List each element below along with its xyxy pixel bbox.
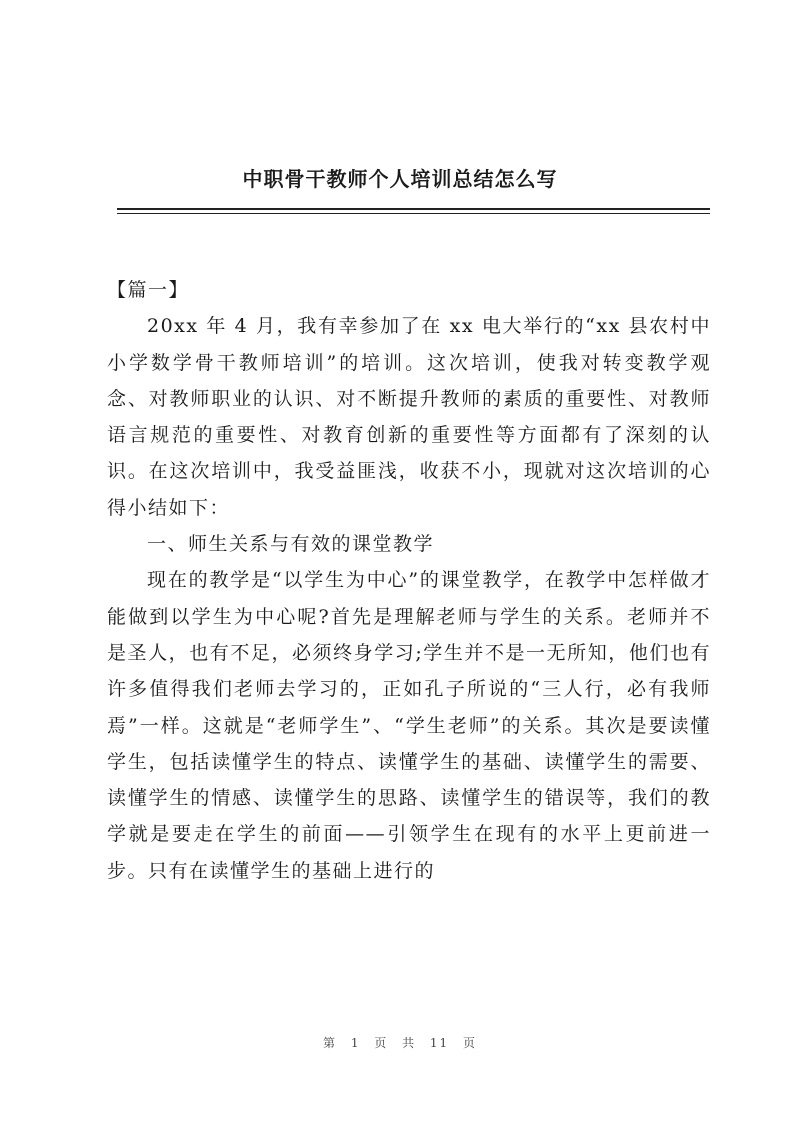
title-underline-thick (117, 208, 710, 210)
document-title: 中职骨干教师个人培训总结怎么写 (242, 167, 558, 191)
paragraph-teacher-student: 现在的教学是“以学生为中心”的课堂教学，在教学中怎样做才能做到以学生为中心呢?首先是理解老师与学生的关系。老师并不是圣人，也有不足，必须终身学习;学生并不是一无所知，他们也有许多值得我们老师去学习的，正如孔子所说的“三人行，必有我师焉”一样。这就是“老师学生”、“学生老师”的关系。其次是要读懂学生，包括读懂学生的特点、读懂学生的基础、读懂学生的需要、读懂学生的情感、读懂学生的思路、读懂学生的错误等，我们的教学就是要走在学生的前面——引领学生在现有的水平上更前进一步。只有在读懂学生的基础上进行的 (107, 569, 711, 882)
document-body (107, 272, 711, 889)
section-heading-1: 一、师生关系与有效的课堂教学 (147, 533, 435, 556)
section-label: 【篇一】 (107, 279, 190, 301)
page-footer: 第 1 页 共 11 页 (323, 1036, 477, 1050)
paragraph-intro: 20xx 年 4 月，我有幸参加了在 xx 电大举行的“xx 县农村中小学数学骨干教师培训”的培训。这次培训，使我对转变教学观念、对教师职业的认识、对不断提升教师的素质的重要性、对教师语言规范的重要性、对教育创新的重要性等方面都有了深刻的认识。在这次培训中，我受益匪浅，收获不小，现就对这次培训的心得小结如下： (107, 315, 711, 519)
title-underline-thin (117, 213, 710, 214)
